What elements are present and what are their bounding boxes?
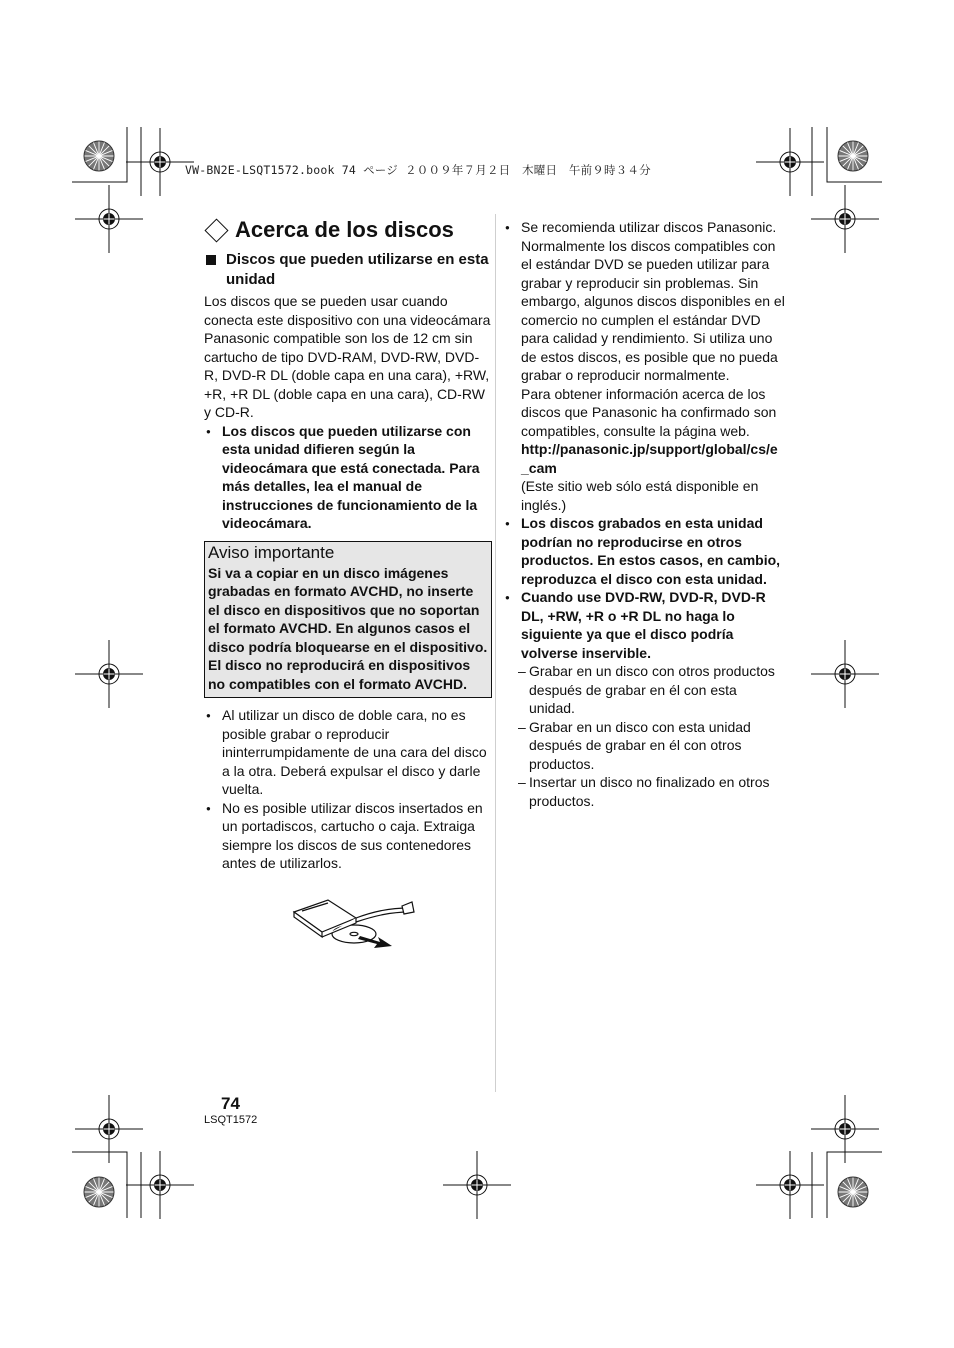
list-item: [503, 514, 785, 588]
list-item: [204, 706, 492, 799]
list-item: [503, 588, 785, 662]
document-id: LSQT1572: [204, 1114, 258, 1126]
dash-item: [518, 662, 785, 718]
section-heading: Discos que pueden utilizarse en esta unidad: [226, 251, 489, 288]
link-note: (Este sitio web sólo está disponible en inglés.): [521, 478, 759, 513]
bullet-icon: [503, 514, 521, 588]
list-item: [204, 799, 492, 873]
right-column: [503, 218, 785, 810]
important-notice-box: [204, 541, 492, 699]
bullet-icon: [204, 706, 222, 799]
bullet-icon: [503, 588, 521, 662]
notice-title: Aviso importante: [208, 542, 335, 562]
list-item-text-more: Para obtener información acerca de los discos que Panasonic ha confirmado son compatibles, consulte la página web.: [521, 385, 777, 439]
list-item: [503, 218, 785, 514]
list-item-text: Los discos grabados en esta unidad podrían no reproducirse en otros productos. En estos casos, en cambio, reproduzca el disco con esta unidad.: [521, 515, 781, 587]
dash-item: [518, 718, 785, 774]
dash-item-text: Insertar un disco no finalizado en otros productos.: [529, 774, 770, 809]
list-item-text: No es posible utilizar discos insertados en un portadiscos, cartucho o caja. Extraiga siempre los discos de sus contenedores antes de utilizarlos.: [222, 799, 483, 871]
print-header-info: VW-BN2E-LSQT1572.book 74 ページ ２００９年７月２日 木曜日 午前９時３４分: [185, 163, 651, 177]
column-divider: [495, 214, 496, 1092]
dash-icon: –: [518, 774, 526, 790]
dash-icon: –: [518, 663, 526, 679]
list-item-text: Al utilizar un disco de doble cara, no es posible grabar o reproducir ininterrumpidamente de una cara del disco a la otra. Deberá expulsar el disco y darle vuelta.: [222, 707, 487, 797]
bullet-icon: [204, 422, 222, 533]
diamond-icon: [204, 218, 228, 242]
dash-item-text: Grabar en un disco con esta unidad después de grabar en él con otros productos.: [529, 718, 751, 772]
page-number: 74: [221, 1094, 240, 1113]
disc-removal-illustration: [292, 898, 422, 956]
list-item-text: Cuando use DVD-RW, DVD-R, DVD-R DL, +RW, +R o +R DL no haga lo siguiente ya que el disco podría volverse inservible.: [521, 589, 766, 661]
support-link[interactable]: http://panasonic.jp/support/global/cs/e_cam: [521, 441, 778, 476]
page-title-row: [204, 214, 492, 246]
notice-body: Si va a copiar en un disco imágenes grabadas en formato AVCHD, no inserte el disco en dispositivos que no soportan el formato AVCHD. En algunos casos el disco podría bloquearse en el dispositivo. El disco no reproducirá en dispositivos no compatibles con el formato AVCHD.: [208, 564, 488, 692]
list-item-text: Se recomienda utilizar discos Panasonic. Normalmente los discos compatibles con el estándar DVD se pueden utilizar para grabar y reproducir sin problemas. Sin embargo, algunos discos disponibles en el comercio no cumplen el estándar DVD para calidad y rendimiento. Si utiliza uno de estos discos, es posible que no pueda grabar o reproducir normalmente.: [521, 219, 785, 383]
dash-item: [518, 773, 785, 810]
dash-icon: –: [518, 718, 526, 735]
bullet-icon: [503, 218, 521, 514]
page-title: Acerca de los discos: [235, 217, 454, 242]
bold-bullet: [204, 422, 492, 533]
intro-paragraph: Los discos que se pueden usar cuando conecta este dispositivo con una videocámara Panasonic compatible son los de 12 cm sin cartucho de tipo DVD-RAM, DVD-RW, DVD-R, DVD-R DL (doble capa en una cara), +RW, +R, +R DL (doble capa en una cara), CD-RW y CD-R.: [204, 293, 491, 420]
dash-item-text: Grabar en un disco con otros productos después de grabar en él con esta unidad.: [529, 663, 775, 716]
square-bullet-icon: [206, 255, 216, 265]
left-column: [204, 214, 492, 873]
bold-bullet-text: Los discos que pueden utilizarse con esta unidad difieren según la videocámara que está conectada. Para más detalles, lea el manual de instrucciones de funcionamiento de la videocámara.: [222, 422, 480, 531]
bullet-icon: [204, 799, 222, 873]
section-heading-row: [204, 250, 492, 290]
